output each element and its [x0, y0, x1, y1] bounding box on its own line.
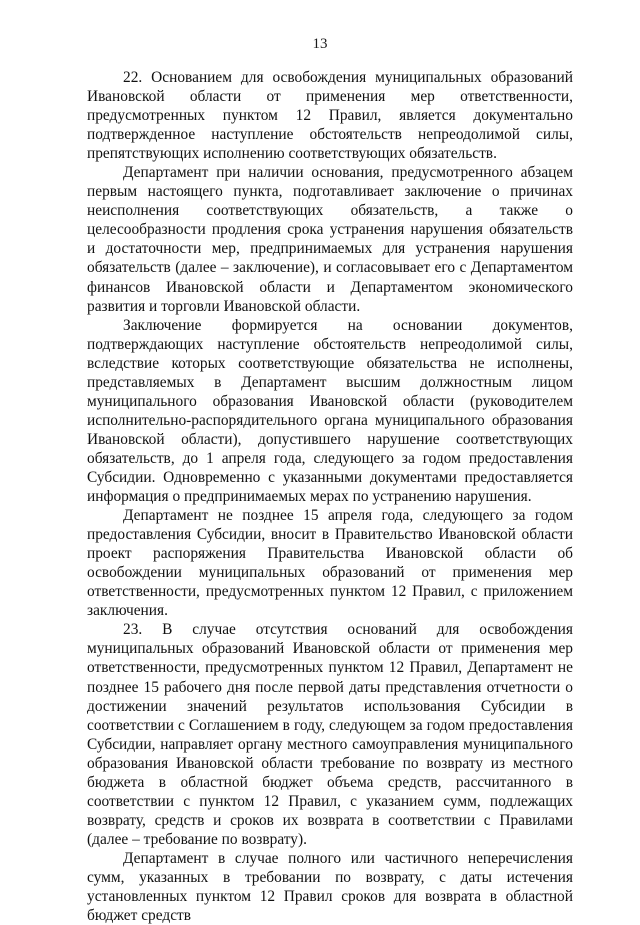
paragraph-non-transfer: Департамент в случае полного или частичного неперечисления сумм, указанных в требовании по возврату, с даты истечения установленных пунктом 12 Правил сроков для возврата в областной бюджет средств	[87, 849, 573, 925]
document-body	[87, 68, 573, 925]
paragraph-conclusion-basis: Заключение формируется на основании документов, подтверждающих наступление обстоятельств непреодолимой силы, вследствие которых соответствующие обязательства не исполнены, представляемых в Департамент высшим должностным лицом муниципального образования Ивановской области (руководителем исполнительно-распорядительного органа муниципального образования Ивановской области), допустившего нарушение соответствующих обязательств, до 1 апреля года, следующего за годом предоставления Субсидии. Одновременно с указанными документами предоставляется информация о предпринимаемых мерах по устранению нарушения.	[87, 316, 573, 506]
paragraph-conclusion-prep: Департамент при наличии основания, предусмотренного абзацем первым настоящего пункта, подготавливает заключение о причинах неисполнения соответствующих обязательств, а также о целесообразности продления срока устранения нарушения обязательств и достаточности мер, предпринимаемых для устранения нарушения обязательств (далее – заключение), и согласовывает его с Департаментом финансов Ивановской области и Департаментом экономического развития и торговли Ивановской области.	[87, 164, 573, 315]
page-number: 13	[312, 36, 328, 52]
paragraph-22: 22. Основанием для освобождения муниципальных образований Ивановской области от применения мер ответственности, предусмотренных пунктом 12 Правил, является документально подтвержденное наступление обстоятельств непреодолимой силы, препятствующих исполнению соответствующих обязательств.	[87, 69, 573, 163]
paragraph-government-draft: Департамент не позднее 15 апреля года, следующего за годом предоставления Субсидии, вносит в Правительство Ивановской области проект распоряжения Правительства Ивановской области об освобождении муниципальных образований от применения мер ответственности, предусмотренных пунктом 12 Правил, с приложением заключения.	[87, 507, 573, 620]
paragraph-23: 23. В случае отсутствия оснований для освобождения муниципальных образований Ивановской области от применения мер ответственности, предусмотренных пунктом 12 Правил, Департамент не позднее 15 рабочего дня после первой даты представления отчетности о достижении значений результатов использования Субсидии в соответствии с Соглашением в году, следующем за годом предоставления Субсидии, направляет органу местного самоуправления муниципального образования Ивановской области требование по возврату из местного бюджета в областной бюджет объема средств, рассчитанного в соответствии с пунктом 12 Правил, с указанием сумм, подлежащих возврату, средств и сроков их возврата в соответствии с Правилами (далее – требование по возврату).	[87, 621, 573, 848]
